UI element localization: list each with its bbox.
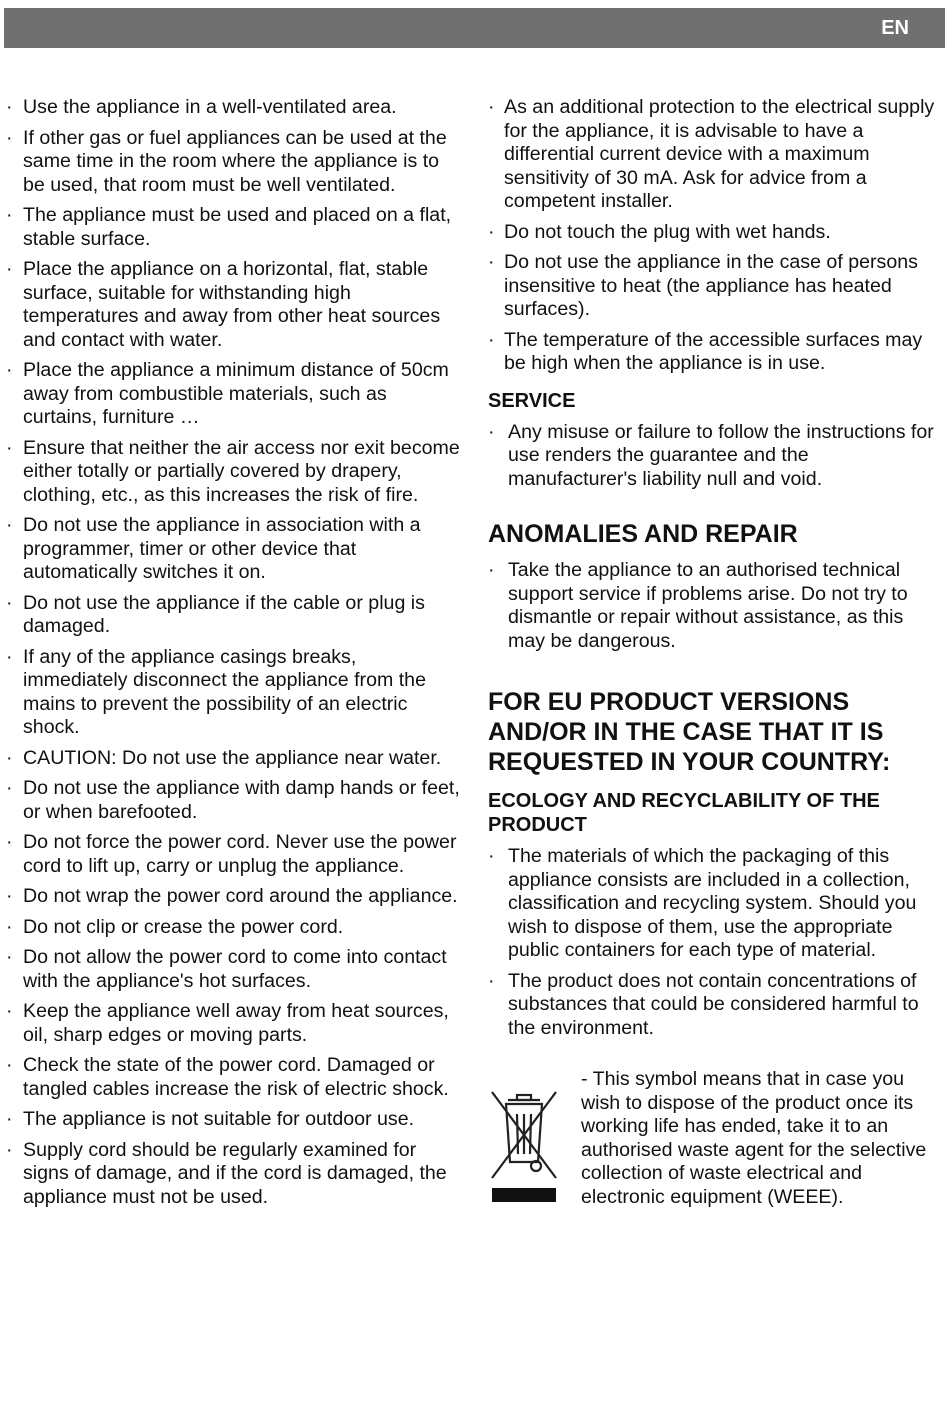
anomalies-list [488, 559, 943, 653]
list-item: · Do not clip or crease the power cord. [6, 916, 464, 940]
language-label: EN [881, 17, 909, 39]
weee-notice [488, 1068, 943, 1218]
list-item: · Any misuse or failure to follow the instructions for use renders the guarantee and the manufacturer's liability null and void. [488, 421, 943, 492]
list-item: · Do not allow the power cord to come into contact with the appliance's hot surfaces. [6, 946, 464, 993]
ecology-list [488, 845, 943, 1040]
list-item: · Do not touch the plug with wet hands. [488, 221, 943, 245]
list-item: · Keep the appliance well away from heat sources, oil, sharp edges or moving parts. [6, 1000, 464, 1047]
list-item: · The temperature of the accessible surfaces may be high when the appliance is in use. [488, 329, 943, 376]
list-item: · The appliance must be used and placed on a flat, stable surface. [6, 204, 464, 251]
list-item: · CAUTION: Do not use the appliance near water. [6, 747, 464, 771]
ecology-heading: ECOLOGY AND RECYCLABILITY OF THE PRODUCT [488, 790, 880, 836]
list-item: · Do not use the appliance if the cable or plug is damaged. [6, 592, 464, 639]
list-item: · Do not use the appliance with damp hands or feet, or when barefooted. [6, 777, 464, 824]
list-item: · Do not force the power cord. Never use the power cord to lift up, carry or unplug the appliance. [6, 831, 464, 878]
list-item: · As an additional protection to the electrical supply for the appliance, it is advisable to have a differential current device with a maximum sensitivity of 30 mA. Ask for advice from a competent installer. [488, 96, 943, 214]
list-item: · The product does not contain concentrations of substances that could be considered harmful to the environment. [488, 970, 943, 1041]
service-heading: SERVICE [488, 389, 576, 412]
list-item: · Ensure that neither the air access nor exit become either totally or partially covered by drapery, clothing, etc., as this increases the risk of fire. [6, 437, 464, 508]
right-bullet-list [488, 96, 943, 376]
list-item: · Supply cord should be regularly examined for signs of damage, and if the cord is damaged, the appliance must not be used. [6, 1139, 464, 1210]
header-bar [4, 8, 945, 48]
list-item: · Do not use the appliance in the case of persons insensitive to heat (the appliance has heated surfaces). [488, 251, 943, 322]
list-item: · Do not use the appliance in association with a programmer, timer or other device that automatically switches it on. [6, 514, 464, 585]
weee-text: - This symbol means that in case you wish to dispose of the product once its working life has ended, take it to an authorised waste agent for the selective collection of waste electrical and electronic equipment (WEEE). [581, 1068, 927, 1208]
left-bullet-list [6, 96, 464, 1209]
right-column [488, 96, 943, 1218]
list-item: · The materials of which the packaging of this appliance consists are included in a collection, classification and recycling system. Should you wish to dispose of them, use the appropriate public containers for each type of material. [488, 845, 943, 963]
crossed-out-wheelie-bin-icon [488, 1086, 560, 1204]
eu-heading: FOR EU PRODUCT VERSIONS AND/OR IN THE CASE THAT IT IS REQUESTED IN YOUR COUNTRY: [488, 688, 891, 776]
list-item: · Take the appliance to an authorised technical support service if problems arise. Do not try to dismantle or repair without assistance, as this may be dangerous. [488, 559, 943, 653]
list-item: · If other gas or fuel appliances can be used at the same time in the room where the appliance is to be used, that room must be well ventilated. [6, 127, 464, 198]
list-item: · Use the appliance in a well-ventilated area. [6, 96, 464, 120]
list-item: · The appliance is not suitable for outdoor use. [6, 1108, 464, 1132]
list-item: · Check the state of the power cord. Damaged or tangled cables increase the risk of electric shock. [6, 1054, 464, 1101]
anomalies-heading: ANOMALIES AND REPAIR [488, 520, 798, 548]
list-item: · Do not wrap the power cord around the appliance. [6, 885, 464, 909]
list-item: · Place the appliance on a horizontal, flat, stable surface, suitable for withstanding high temperatures and away from other heat sources and contact with water. [6, 258, 464, 352]
service-list [488, 421, 943, 492]
list-item: · If any of the appliance casings breaks, immediately disconnect the appliance from the mains to prevent the possibility of an electric shock. [6, 646, 464, 740]
list-item: · Place the appliance a minimum distance of 50cm away from combustible materials, such as curtains, furniture … [6, 359, 464, 430]
left-column [6, 96, 464, 1216]
